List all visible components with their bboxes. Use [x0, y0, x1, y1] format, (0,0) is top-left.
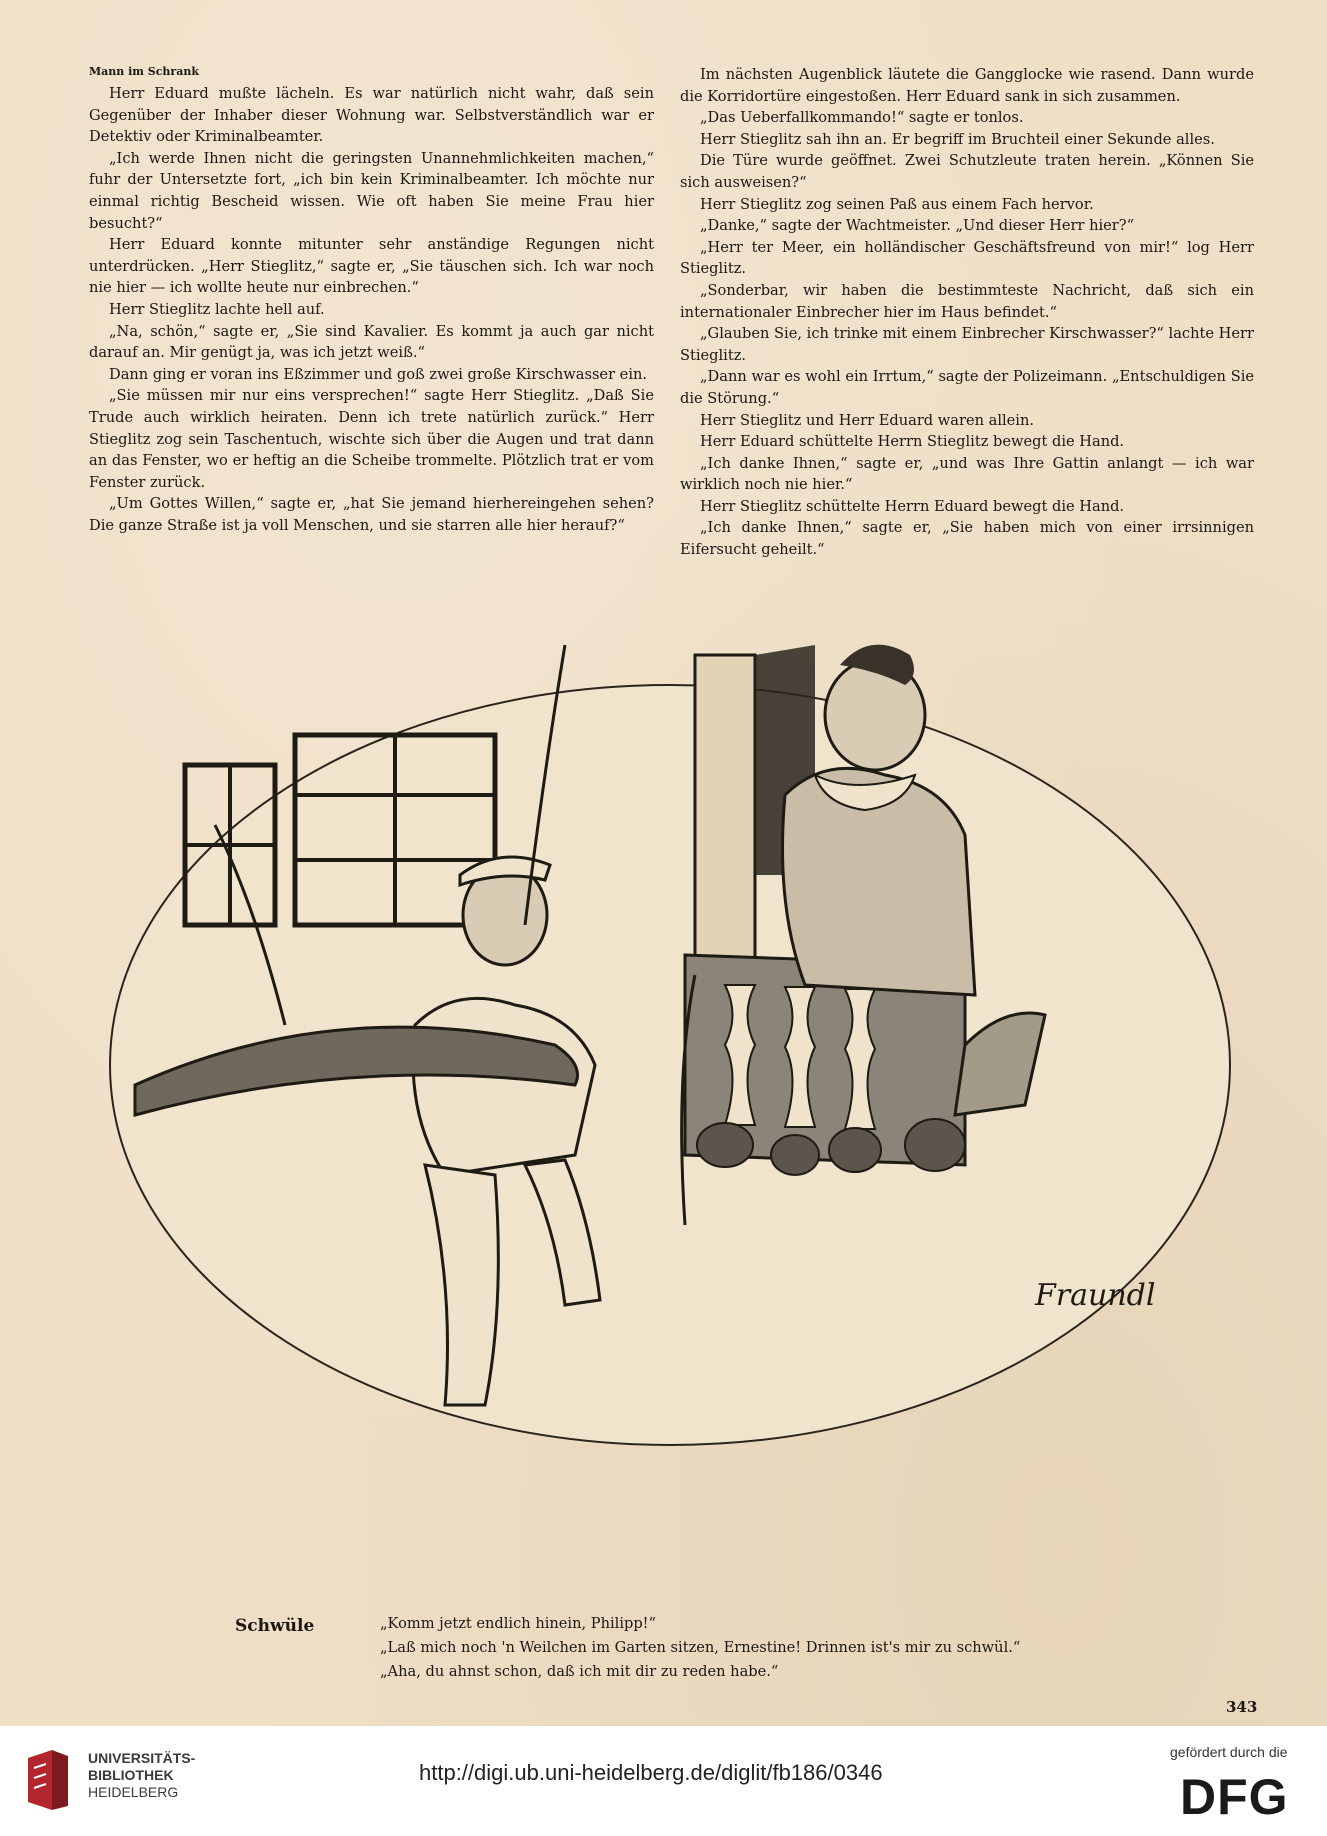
paragraph: „Herr ter Meer, ein holländischer Geschäftsfreund von mir!“ log Herr Stieglitz.	[680, 238, 1254, 278]
paragraph: Herr Stieglitz sah ihn an. Er begriff im Bruchteil einer Sekunde alles.	[700, 130, 1215, 148]
running-header: Mann im Schrank	[89, 65, 199, 78]
paragraph: Dann ging er voran ins Eßzimmer und goß zwei große Kirschwasser ein.	[109, 365, 648, 383]
paragraph: „Das Ueberfallkommando!“ sagte er tonlos.	[700, 109, 1024, 127]
dfg-logo: DFG	[1180, 1769, 1289, 1825]
paragraph: Herr Eduard schüttelte Herrn Stieglitz bewegt die Hand.	[700, 433, 1125, 451]
paragraph: Die Türe wurde geöffnet. Zwei Schutzleute traten herein. „Können Sie sich ausweisen?“	[680, 152, 1254, 191]
university-library-logo-icon	[22, 1748, 74, 1814]
text-column-right	[680, 64, 1254, 561]
paragraph: „Glauben Sie, ich trinke mit einem Einbrecher Kirschwasser?“ lachte Herr Stieglitz.	[680, 325, 1254, 364]
paragraph: „Dann war es wohl ein Irrtum,“ sagte der Polizeimann. „Entschuldigen Sie die Störung.“	[680, 368, 1254, 407]
text-column-left	[89, 64, 654, 536]
artist-signature: Fraundl	[1035, 1278, 1156, 1313]
paragraph: Herr Stieglitz und Herr Eduard waren allein.	[700, 411, 1034, 429]
paragraph: Herr Stieglitz lachte hell auf.	[109, 300, 325, 318]
caption-title: Schwüle	[235, 1616, 315, 1636]
paragraph: „Ich danke Ihnen,“ sagte er, „Sie haben mich von einer irrsinnigen Eifersucht geheilt.“	[680, 519, 1254, 559]
paragraph: „Um Gottes Willen,“ sagte er, „hat Sie jemand hierhereingehen sehen? Die ganze Straße ist ja voll Menschen, und sie starren alle hier herauf?“	[89, 495, 654, 534]
paragraph: „Ich werde Ihnen nicht die geringsten Unannehmlichkeiten machen,“ fuhr der Untersetzte fort, „ich bin kein Kriminalbeamter. Ich möchte nur einmal richtig Bescheid wissen. Wie oft haben Sie meine Frau hier besucht?“	[89, 149, 654, 232]
source-url-link[interactable]: http://digi.ub.uni-heidelberg.de/diglit/fb186/0346	[419, 1760, 883, 1785]
cartoon-illustration	[95, 625, 1255, 1475]
paragraph: Herr Eduard mußte lächeln. Es war natürlich nicht wahr, daß sein Gegenüber der Inhaber dieser Wohnung war. Selbstverständlich war er Detektiv oder Kriminalbeamter.	[89, 85, 654, 146]
caption-line: „Laß mich noch 'n Weilchen im Garten sitzen, Ernestine! Drinnen ist's mir zu schwül.“	[380, 1639, 1021, 1656]
paragraph: Im nächsten Augenblick läutete die Gangglocke wie rasend. Dann wurde die Korridortüre eingestoßen. Herr Eduard sank in sich zusammen.	[680, 66, 1254, 105]
paragraph: „Danke,“ sagte der Wachtmeister. „Und dieser Herr hier?“	[700, 217, 1135, 235]
paragraph: Herr Eduard konnte mitunter sehr anständige Regungen nicht unterdrücken. „Herr Stieglitz,“ sagte er, „Sie täuschen sich. Ich war noch nie hier — ich wollte heute nur einbrechen.“	[89, 236, 654, 297]
university-library-name: UNIVERSITÄTS- BIBLIOTHEK HEIDELBERG	[88, 1750, 196, 1800]
paragraph: „Sie müssen mir nur eins versprechen!“ sagte Herr Stieglitz. „Daß Sie Trude auch wirklich heiraten. Denn ich trete natürlich zurück.“ Herr Stieglitz zog sein Taschentuch, wischte sich über die Augen und trat dann an das Fenster, wo er heftig an die Scheibe trommelte. Plötzlich trat er vom Fenster zurück.	[89, 387, 654, 491]
caption-dialogue	[380, 1612, 1020, 1684]
paragraph: „Ich danke Ihnen,“ sagte er, „und was Ihre Gattin anlangt — ich war wirklich noch nie hier.“	[680, 454, 1254, 494]
paragraph: „Sonderbar, wir haben die bestimmteste Nachricht, daß sich ein internationaler Einbrecher hier im Haus befindet.“	[680, 281, 1254, 321]
paragraph: Herr Stieglitz schüttelte Herrn Eduard bewegt die Hand.	[700, 497, 1125, 515]
paragraph: Herr Stieglitz zog seinen Paß aus einem Fach hervor.	[700, 195, 1094, 213]
paragraph: „Na, schön,“ sagte er, „Sie sind Kavalier. Es kommt ja auch gar nicht darauf an. Mir genügt ja, was ich jetzt weiß.“	[89, 322, 654, 362]
caption-line: „Komm jetzt endlich hinein, Philipp!“	[380, 1615, 656, 1632]
caption-line: „Aha, du ahnst schon, daß ich mit dir zu reden habe.“	[380, 1663, 779, 1680]
sponsor-label: gefördert durch die	[1170, 1744, 1288, 1760]
page-number: 343	[1226, 1698, 1258, 1716]
